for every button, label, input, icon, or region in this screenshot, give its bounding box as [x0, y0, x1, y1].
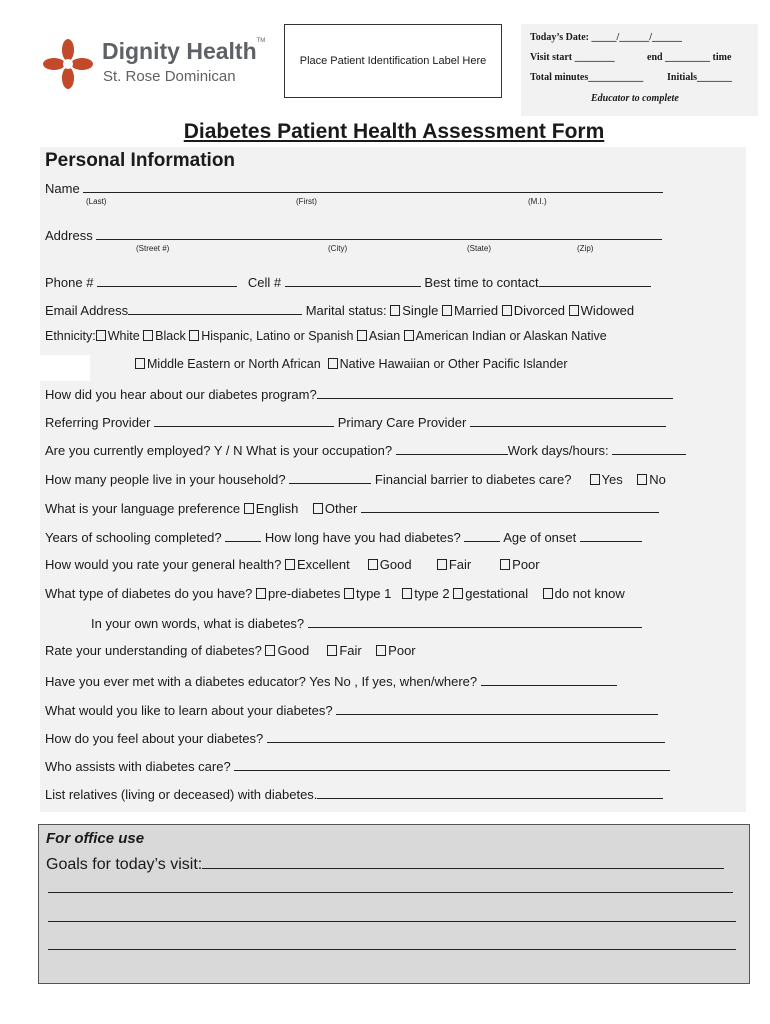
marital-label: Marital status:	[305, 303, 387, 318]
excellent-label: Excellent	[296, 557, 350, 572]
ethnicity-label: Ethnicity:	[45, 329, 96, 343]
dignity-health-logo-icon	[40, 36, 96, 92]
feel-field[interactable]	[267, 729, 665, 743]
goals-field-3[interactable]	[48, 921, 736, 922]
address-state-hint: (State)	[467, 244, 492, 253]
assist-field[interactable]	[234, 757, 670, 771]
work-label: Work days/hours:	[507, 443, 609, 458]
todays-date: Today’s Date: _____/______/______	[530, 32, 683, 43]
cell-field[interactable]	[285, 273, 421, 287]
onset-field[interactable]	[580, 528, 642, 542]
asian-checkbox[interactable]	[357, 330, 367, 341]
referring-field[interactable]	[154, 413, 334, 427]
logo-brand: Dignity Health	[102, 38, 257, 64]
gestational-checkbox[interactable]	[453, 588, 463, 599]
dont-know-label: do not know	[554, 586, 625, 601]
name-field[interactable]	[83, 179, 663, 193]
asian-label: Asian	[368, 329, 401, 343]
understanding-poor-label: Poor	[388, 643, 416, 658]
address-zip-hint: (Zip)	[577, 244, 594, 253]
divorced-checkbox[interactable]	[502, 305, 512, 316]
initials: Initials_______	[667, 72, 733, 83]
excellent-checkbox[interactable]	[285, 559, 295, 570]
understanding-fair-checkbox[interactable]	[327, 645, 337, 656]
english-checkbox[interactable]	[244, 503, 254, 514]
financial-no-label: No	[649, 472, 666, 487]
nhpi-checkbox[interactable]	[328, 358, 338, 369]
nhpi-label: Native Hawaiian or Other Pacific Islander	[339, 357, 568, 371]
type1-checkbox[interactable]	[344, 588, 354, 599]
pcp-label: Primary Care Provider	[337, 415, 467, 430]
address-field[interactable]	[96, 226, 662, 240]
prediabetes-checkbox[interactable]	[256, 588, 266, 599]
logo	[40, 36, 275, 92]
goals-field-1[interactable]	[202, 852, 724, 869]
understanding-poor-checkbox[interactable]	[376, 645, 386, 656]
educator-field[interactable]	[481, 672, 617, 686]
referring-label: Referring Provider	[45, 415, 151, 430]
hear-question: How did you hear about our diabetes program?	[45, 387, 317, 402]
name-mi-hint: (M.I.)	[528, 197, 547, 206]
best-time-label: Best time to contact	[424, 275, 539, 290]
name-label: Name	[45, 181, 80, 196]
hispanic-label: Hispanic, Latino or Spanish	[201, 329, 354, 343]
name-first-hint: (First)	[296, 197, 317, 206]
single-checkbox[interactable]	[390, 305, 400, 316]
hispanic-checkbox[interactable]	[189, 330, 199, 341]
english-label: English	[255, 501, 299, 516]
educator-question: Have you ever met with a diabetes educator? Yes No , If yes, when/where?	[45, 674, 478, 689]
phone-label: Phone #	[45, 275, 94, 290]
pcp-field[interactable]	[470, 413, 666, 427]
work-field[interactable]	[612, 441, 686, 455]
married-checkbox[interactable]	[442, 305, 452, 316]
white-label: White	[107, 329, 140, 343]
how-long-question: How long have you had diabetes?	[264, 530, 461, 545]
schooling-field[interactable]	[225, 528, 261, 542]
household-field[interactable]	[289, 470, 371, 484]
assist-question: Who assists with diabetes care?	[45, 759, 231, 774]
married-label: Married	[454, 303, 499, 318]
aian-label: American Indian or Alaskan Native	[415, 329, 607, 343]
hear-field[interactable]	[317, 385, 673, 399]
financial-yes-checkbox[interactable]	[590, 474, 600, 485]
health-fair-checkbox[interactable]	[437, 559, 447, 570]
schooling-question: Years of schooling completed?	[45, 530, 222, 545]
occupation-label: What is your occupation?	[246, 443, 393, 458]
relatives-field[interactable]	[317, 785, 663, 799]
address-city-hint: (City)	[328, 244, 348, 253]
learn-question: What would you like to learn about your diabetes?	[45, 703, 333, 718]
understanding-fair-label: Fair	[339, 643, 362, 658]
email-label: Email Address	[45, 303, 129, 318]
type-question: What type of diabetes do you have?	[45, 586, 253, 601]
feel-question: How do you feel about your diabetes?	[45, 731, 264, 746]
gestational-label: gestational	[465, 586, 529, 601]
patient-label-text: Place Patient Identification Label Here	[299, 55, 487, 67]
patient-label-box	[284, 24, 502, 98]
widowed-label: Widowed	[580, 303, 635, 318]
how-long-field[interactable]	[464, 528, 500, 542]
email-field[interactable]	[128, 301, 302, 315]
understanding-question: Rate your understanding of diabetes?	[45, 643, 262, 658]
relatives-question: List relatives (living or deceased) with diabetes.	[45, 787, 318, 802]
understanding-good-label: Good	[277, 643, 310, 658]
health-good-label: Good	[379, 557, 412, 572]
goals-field-2[interactable]	[48, 892, 733, 893]
mena-checkbox[interactable]	[135, 358, 145, 369]
best-time-field[interactable]	[539, 273, 651, 287]
total-minutes: Total minutes___________	[530, 72, 644, 83]
type1-label: type 1	[355, 586, 392, 601]
name-last-hint: (Last)	[86, 197, 107, 206]
widowed-checkbox[interactable]	[569, 305, 579, 316]
onset-label: Age of onset	[503, 530, 577, 545]
type2-label: type 2	[414, 586, 450, 601]
office-use-title: For office use	[46, 830, 145, 847]
learn-field[interactable]	[336, 701, 658, 715]
occupation-field[interactable]	[396, 441, 508, 455]
white-checkbox[interactable]	[96, 330, 106, 341]
logo-tm: TM	[256, 38, 266, 44]
address-street-hint: (Street #)	[136, 244, 170, 253]
health-question: How would you rate your general health?	[45, 557, 282, 572]
cell-label: Cell #	[247, 275, 282, 290]
financial-question: Financial barrier to diabetes care?	[374, 472, 572, 487]
financial-no-checkbox[interactable]	[637, 474, 647, 485]
health-poor-checkbox[interactable]	[500, 559, 510, 570]
section-heading: Personal Information	[45, 150, 236, 171]
dont-know-checkbox[interactable]	[543, 588, 553, 599]
form-title: Diabetes Patient Health Assessment Form	[183, 120, 605, 143]
logo-sub: St. Rose Dominican	[103, 68, 236, 85]
household-question: How many people live in your household?	[45, 472, 286, 487]
financial-yes-label: Yes	[601, 472, 623, 487]
educator-box	[521, 24, 758, 116]
educator-note: Educator to complete	[591, 93, 679, 104]
black-label: Black	[155, 329, 186, 343]
health-poor-label: Poor	[512, 557, 540, 572]
health-fair-label: Fair	[448, 557, 472, 572]
language-question: What is your language preference	[45, 501, 241, 516]
understanding-good-checkbox[interactable]	[265, 645, 275, 656]
office-use-box	[38, 824, 750, 984]
other-language-label: Other	[324, 501, 358, 516]
other-language-field[interactable]	[361, 499, 659, 513]
visit-start: Visit start ________	[530, 52, 615, 63]
divorced-label: Divorced	[513, 303, 566, 318]
other-language-checkbox[interactable]	[313, 503, 323, 514]
own-words-question: In your own words, what is diabetes?	[91, 616, 305, 631]
own-words-field[interactable]	[308, 614, 642, 628]
employed-question: Are you currently employed? Y / N	[45, 443, 243, 458]
mena-label: Middle Eastern or North African	[147, 357, 321, 371]
address-label: Address	[45, 228, 93, 243]
black-checkbox[interactable]	[143, 330, 153, 341]
aian-checkbox[interactable]	[404, 330, 414, 341]
health-good-checkbox[interactable]	[368, 559, 378, 570]
prediabetes-label: pre-diabetes	[268, 586, 341, 601]
single-label: Single	[402, 303, 439, 318]
type2-checkbox[interactable]	[402, 588, 412, 599]
goals-field-4[interactable]	[48, 949, 736, 950]
visit-end: end _________ time	[647, 52, 732, 63]
phone-field[interactable]	[97, 273, 237, 287]
goals-label: Goals for today’s visit:	[46, 856, 203, 873]
